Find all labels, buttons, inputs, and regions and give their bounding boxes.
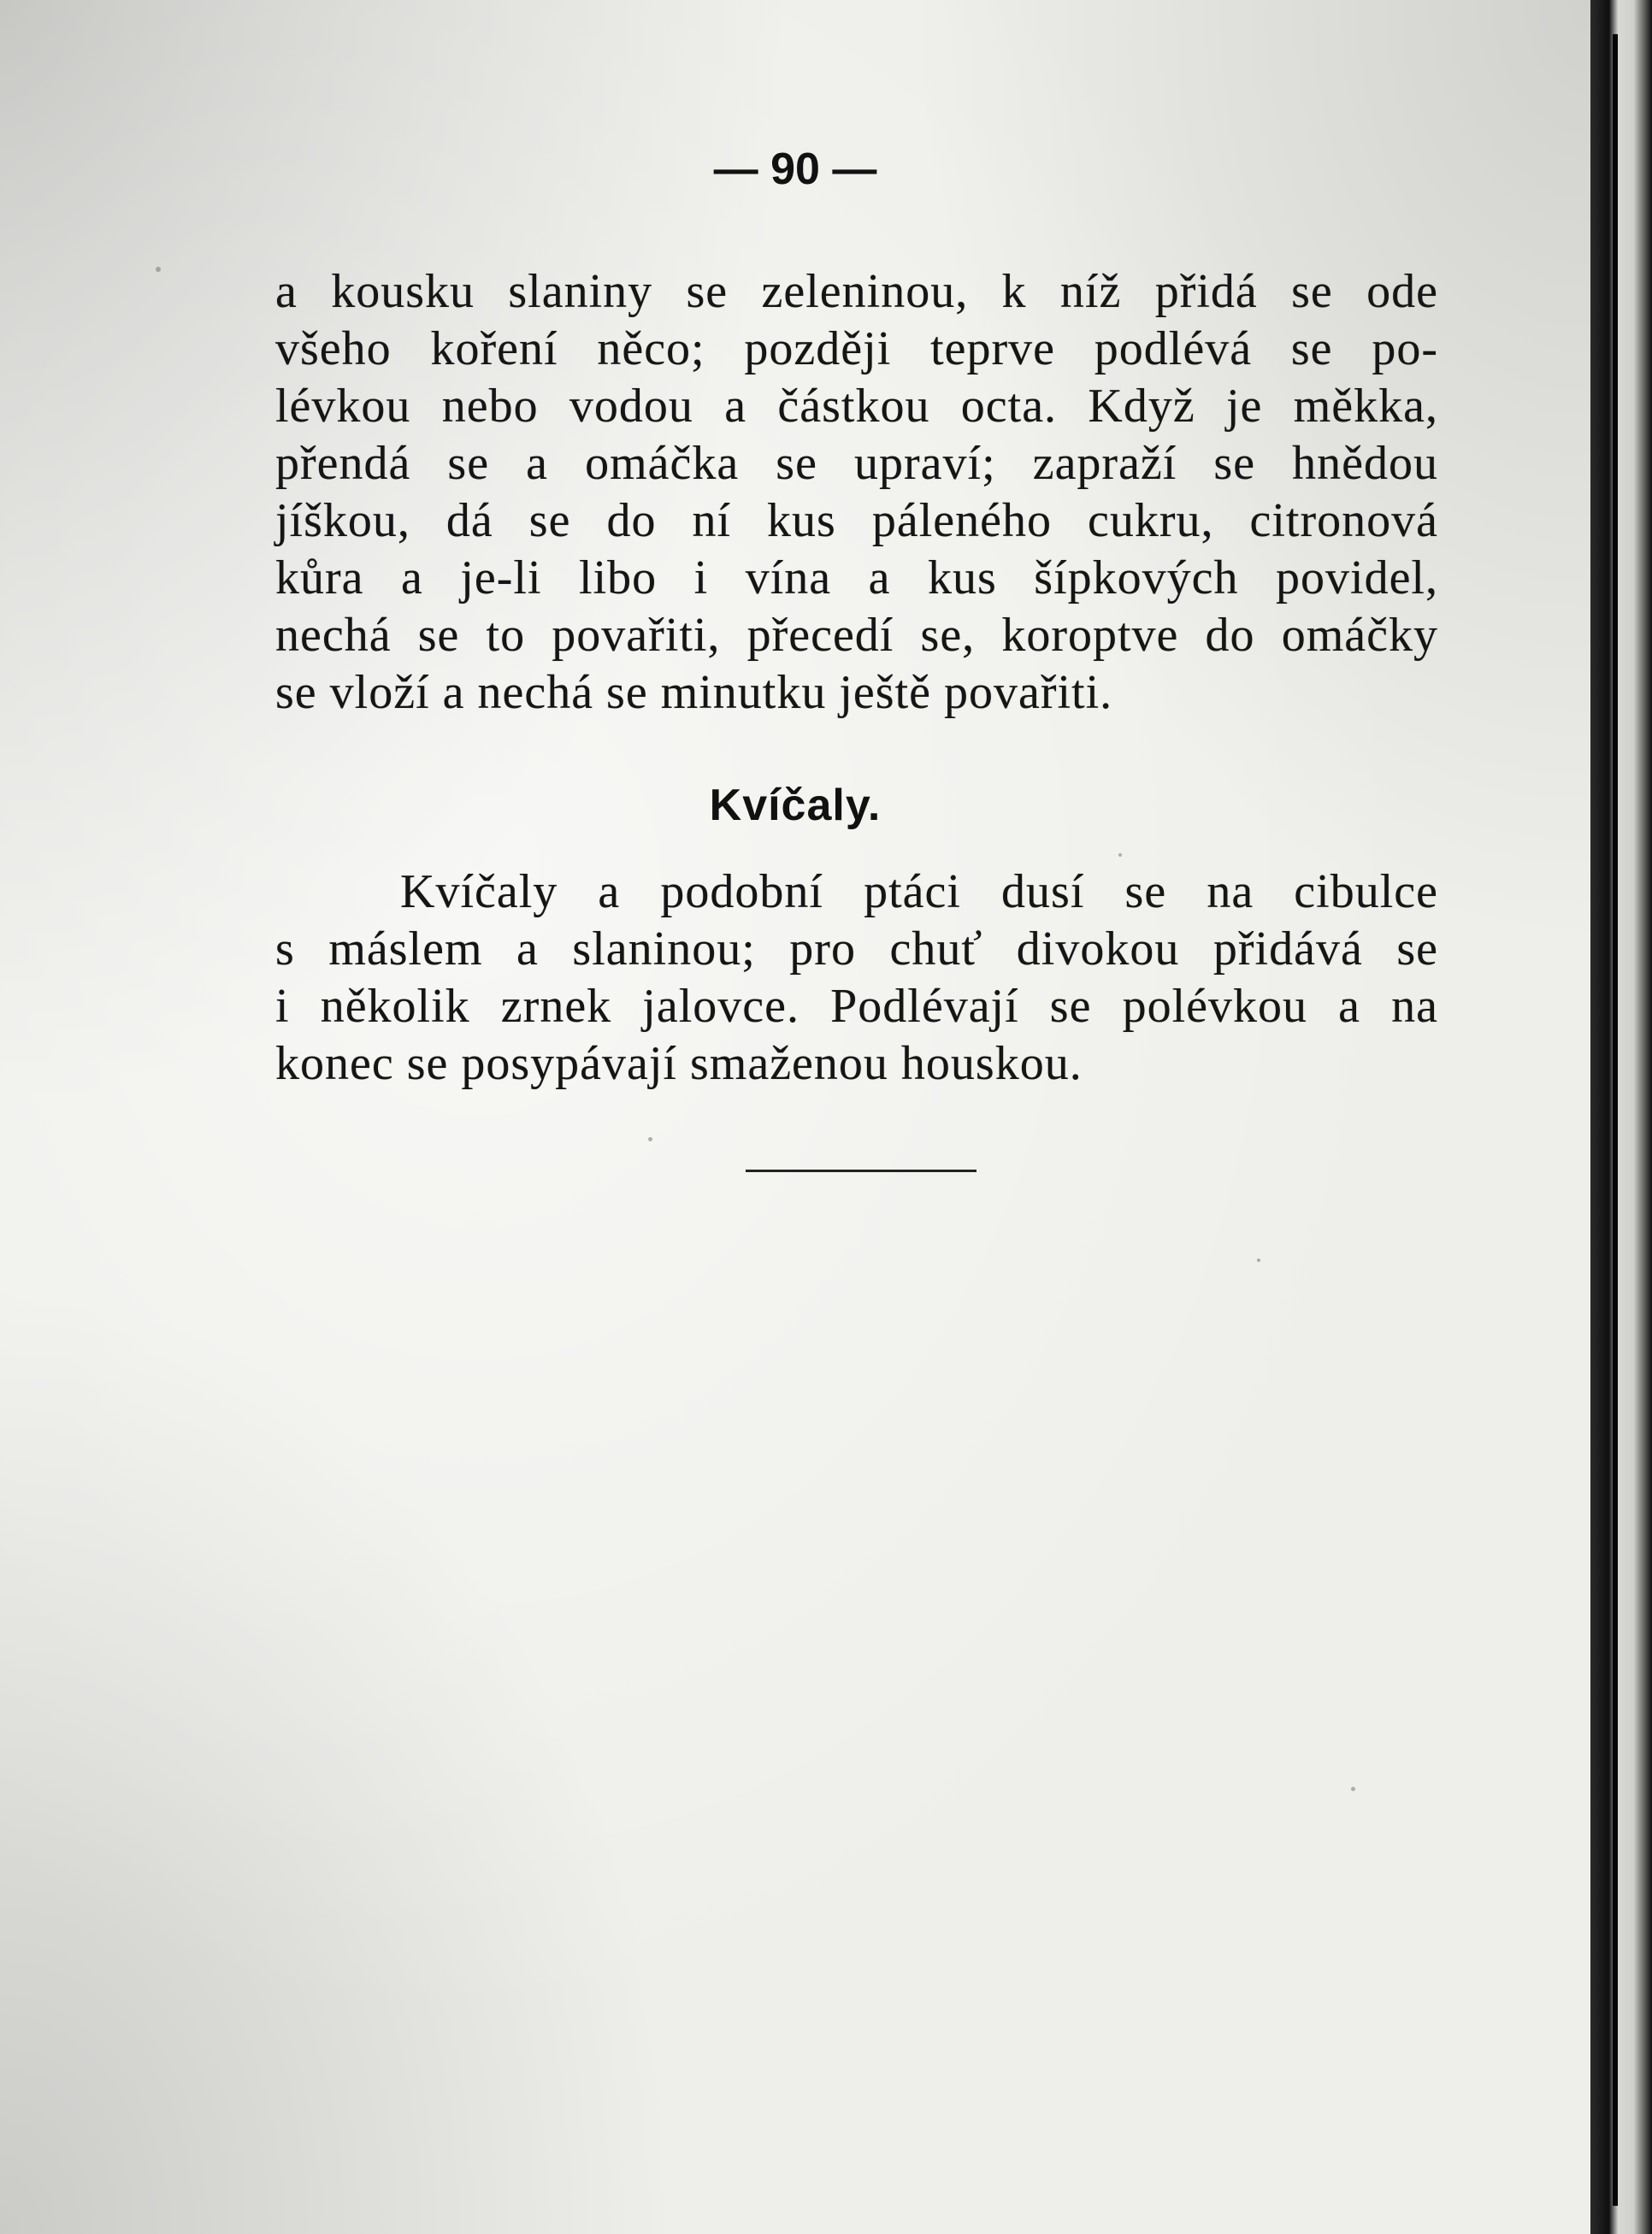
text-line: i několik zrnek jalovce. Podlévají se polévkou a na xyxy=(275,980,1438,1033)
book-spine-edge xyxy=(1590,0,1652,2234)
text-line: a kousku slaniny se zeleninou, k níž přidá se ode xyxy=(275,265,1438,318)
paper-speck xyxy=(156,267,161,272)
text-line: všeho koření něco; později teprve podlévá se po- xyxy=(275,322,1438,375)
text-line: kůra a je-li libo i vína a kus šípkových povidel, xyxy=(275,551,1438,604)
text-line: nechá se to povařiti, přecedí se, koroptve do omáčky xyxy=(275,609,1438,662)
paper-speck xyxy=(1351,1787,1355,1791)
section-heading: Kvíčaly. xyxy=(709,781,882,830)
section-end-rule xyxy=(746,1170,976,1172)
paper-speck xyxy=(1118,853,1122,857)
paper-speck xyxy=(1257,1258,1260,1262)
paragraph-fieldfares xyxy=(275,864,1438,1093)
text-line: s máslem a slaninou; pro chuť divokou přidává se xyxy=(275,922,1438,976)
text-line: se vloží a nechá se minutku ještě povařiti. xyxy=(275,666,1113,719)
text-line: přendá se a omáčka se upraví; zapraží se hnědou xyxy=(275,437,1438,490)
paragraph-partridge-sauce xyxy=(275,263,1438,722)
text-line: lévkou nebo vodou a částkou octa. Když je měkka, xyxy=(275,380,1438,433)
page-number: — 90 — xyxy=(713,144,877,194)
paper-speck xyxy=(648,1137,652,1141)
binding-edge-line xyxy=(1613,34,1618,2206)
text-line: Kvíčaly a podobní ptáci dusí se na cibulce xyxy=(400,865,1438,918)
text-line: jíškou, dá se do ní kus páleného cukru, citronová xyxy=(275,494,1438,547)
text-line: konec se posypávají smaženou houskou. xyxy=(275,1037,1083,1090)
